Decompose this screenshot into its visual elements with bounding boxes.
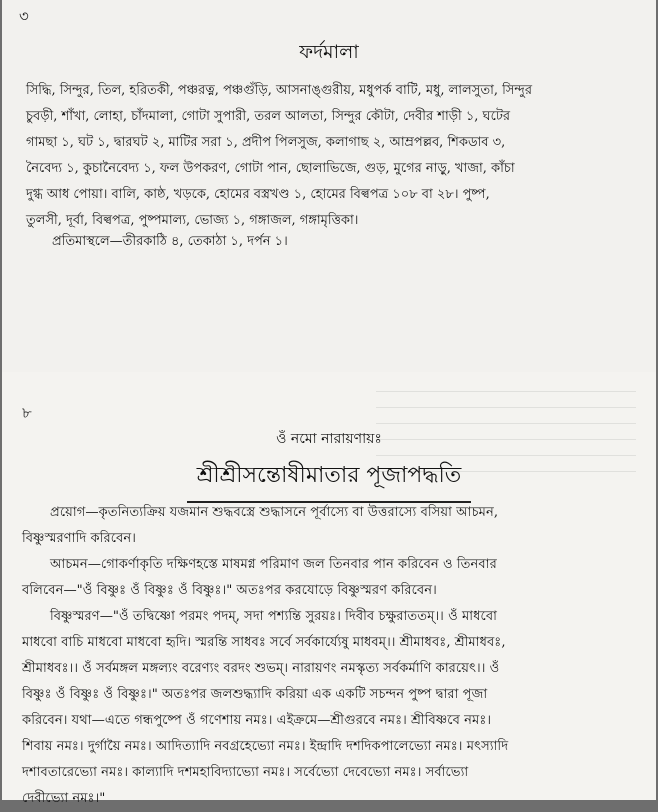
text-line: করিবেন। যথা—এতে গন্ধপুষ্পে ওঁ গণেশায় নমঃ। এইক্রমে—শ্রীগুরবে নমঃ। শ্রীবিষ্ণবে নমঃ। [22,713,492,728]
text-line: বলিবেন—"ওঁ বিষ্ণুঃ ওঁ বিষ্ণুঃ ওঁ বিষ্ণুঃ।" অতঃপর করযোড়ে বিষ্ণুস্মরণ করিবেন। [22,583,437,598]
items-line: দুগ্ধ আধ পোয়া। বালি, কাষ্ঠ, খড়কে, হোমের বস্ত্রখণ্ড ১, হোমের বিল্বপত্র ১০৮ বা ২৮। পুষ্প, [26,187,490,202]
items-list [26,78,532,234]
items-line: সিদ্ধি, সিন্দুর, তিল, হরিতকী, পঞ্চরত্ন, পঞ্চগুঁড়ি, আসনাঙ্গুরীয়, মধুপর্ক বাটি, মধু, লালসুতা, সিন্দুর [26,83,532,98]
text-line: দশাবতারেভ্যো নমঃ। কাল্যাদি দশমহাবিদ্যাভ্যো নমঃ। সর্বেভ্যো দেবেভ্যো নমঃ। সর্বাভ্যো [22,765,469,780]
text-line: শ্রীমাধবঃ।। ওঁ সর্বমঙ্গল মঙ্গল্যং বরেণ্যং বরদং শুভম্। নারায়ণং নমস্কৃত্য সর্বকর্মাণি কারয়েৎ।। ওঁ [22,661,500,676]
items-line: গামছা ১, ঘট ১, দ্বারঘট ২, মাটির সরা ১, প্রদীপ পিলসুজ, কলাগাছ ২, আম্রপল্লব, শিকডাব ৩, [26,135,506,150]
page-number-bottom: ৮ [22,404,32,422]
items-line: নৈবেদ্য ১, কুচানৈবেদ্য ১, ফল উপকরণ, গোটা পান, ছোলাভিজে, গুড়, মুগের নাড়ু, খাজা, কাঁচা [26,161,515,176]
items-line: তুলসী, দূর্বা, বিল্বপত্র, পুষ্পমাল্য, ভোজ্য ১, গঙ্গাজল, গঙ্গামৃত্তিকা। [26,213,359,228]
text-line: দেবীভ্যো নমঃ।" [22,791,106,806]
top-page [2,0,656,372]
text-line: বিষ্ণুঃ ওঁ বিষ্ণুঃ ওঁ বিষ্ণুঃ।" অতঃপর জলশুদ্ধ্যাদি করিয়া এক একটি সচন্দন পুষ্প দ্বারা পূজা [22,687,488,702]
text-line: বিষ্ণুস্মরণ—"ওঁ তদ্বিষ্ণো পরমং পদম্, সদা পশ্যন্তি সুরয়ঃ। দিবীব চক্ষুরাততম্।। ওঁ মাধবো [50,609,497,624]
text-line: আচমন—গোকর্ণাকৃতি দক্ষিণহস্তে মাষমগ্ন পরিমাণ জল তিনবার পান করিবেন ও তিনবার [50,557,497,572]
text-line: শিবায় নমঃ। দুর্গায়ৈ নমঃ। আদিত্যাদি নবগ্রহেভ্যো নমঃ। ইন্দ্রাদি দশদিকপালেভ্যো নমঃ। মৎস্যাদি [22,739,509,754]
pratima-line: প্রতিমাস্থলে—তীরকাঠি ৪, তেকাঠা ১, দর্পন ১। [52,234,288,249]
list-title: ফর্দমালা [299,41,359,63]
page-title: শ্রীশ্রীসন্তোষীমাতার পূজাপদ্ধতি [187,456,472,503]
title-wrap [2,456,656,503]
text-line: প্রয়োগ—কৃতনিত্যক্রিয় যজমান শুদ্ধবস্ত্রে শুদ্ধাসনে পূর্বাস্যে বা উত্তরাস্যে বসিয়া আচমন, [50,505,499,520]
puja-text [22,500,508,812]
invocation: ওঁ নমো নারায়ণায়ঃ [276,431,382,447]
page-number-top: ৩ [19,7,29,25]
bottom-page [2,372,656,806]
text-line: বিষ্ণুস্মরণাদি করিবেন। [22,531,136,546]
items-line: চুবড়ী, শাঁখা, লোহা, চাঁদমালা, গোটা সুপারী, তরল আলতা, সিন্দুর কৌটা, দেবীর শাড়ী ১, ঘটের [26,109,511,124]
text-line: মাধবো বাচি মাধবো মাধবো হৃদি। স্মরন্তি সাধবঃ সর্বে সর্বকার্য্যেষু মাধবম্।। শ্রীমাধবঃ, শ্রীমাধবঃ, [22,635,506,650]
